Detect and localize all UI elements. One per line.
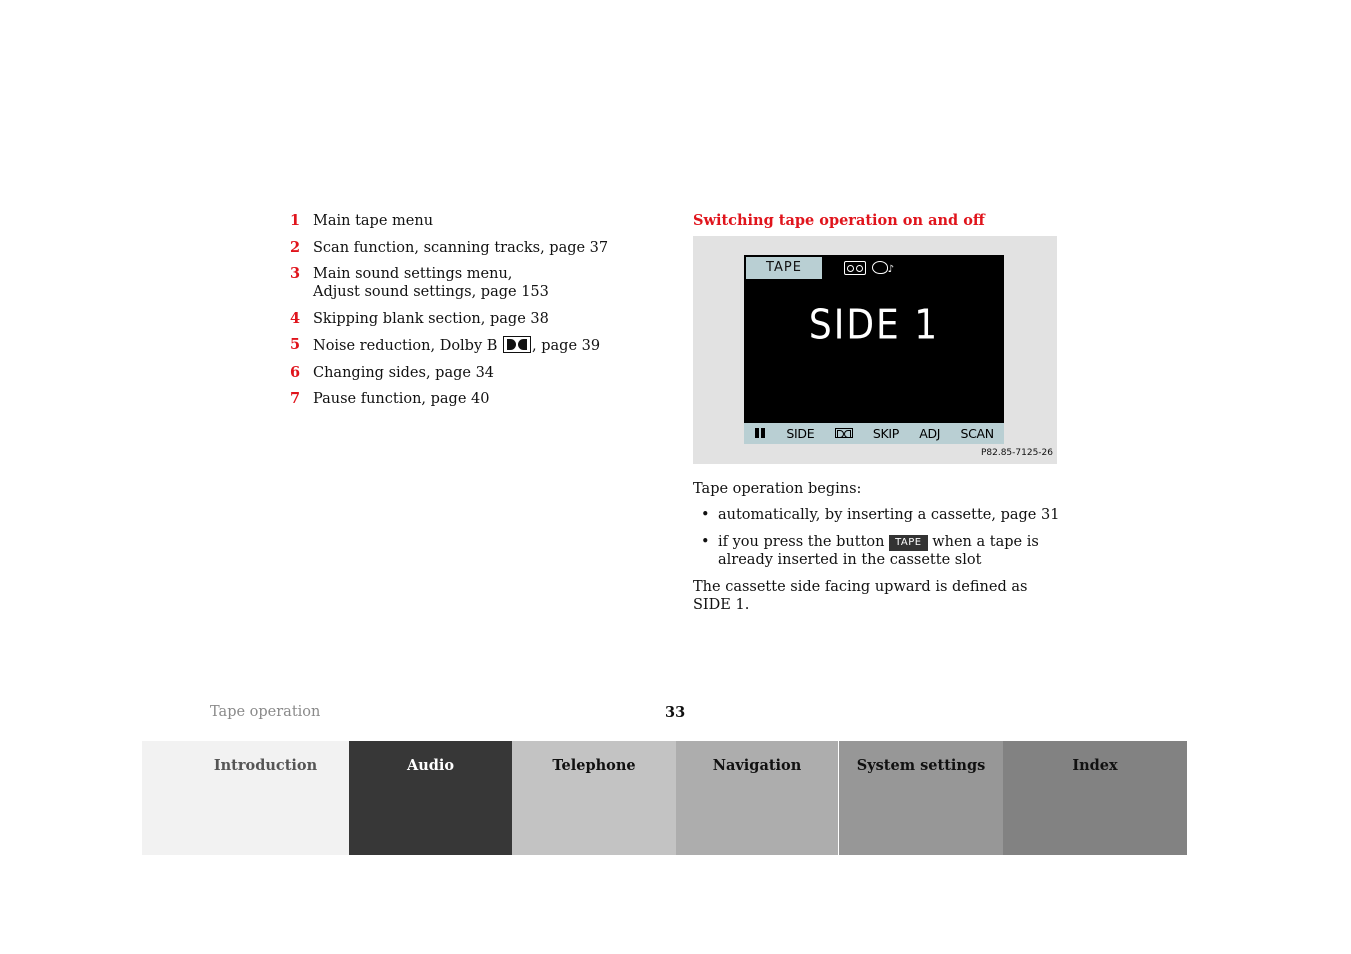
softkey-adj: ADJ	[919, 425, 941, 441]
dolby-icon	[835, 428, 853, 438]
tab-telephone[interactable]: Telephone	[512, 741, 676, 855]
bullet-list	[693, 506, 1063, 569]
softkey-side: SIDE	[786, 425, 815, 441]
legend-text: Pause function, page 40	[313, 391, 490, 407]
dolby-icon	[503, 336, 531, 353]
tab-introduction[interactable]: Introduction	[142, 741, 349, 855]
display-figure	[693, 236, 1057, 464]
legend-text-line: Adjust sound settings, page 153	[313, 284, 549, 300]
intro-text: Tape operation begins:	[693, 481, 862, 497]
legend-text: Main tape menu	[313, 213, 434, 229]
softkey-bar	[744, 423, 1004, 444]
legend-item	[290, 364, 650, 382]
display-main-text: SIDE 1	[808, 301, 940, 349]
tape-mode-tab: TAPE	[746, 257, 822, 279]
legend-text-before: Noise reduction, Dolby B	[313, 338, 498, 354]
legend-number: 6	[290, 363, 301, 381]
softkey-pause	[753, 425, 767, 443]
content-column	[693, 212, 1063, 614]
callout-legend	[290, 212, 650, 417]
softkey-dolby	[834, 425, 854, 443]
legend-number: 3	[290, 265, 301, 282]
legend-item	[290, 212, 650, 230]
legend-number: 1	[290, 212, 301, 229]
legend-number: 5	[290, 336, 301, 353]
legend-text	[313, 336, 650, 355]
legend-text	[313, 265, 650, 301]
chapter-tabs	[142, 741, 1187, 855]
status-icons	[844, 258, 894, 278]
tab-system-settings[interactable]: System settings	[839, 741, 1003, 855]
pause-icon	[754, 428, 766, 438]
list-item: • automatically, by inserting a cassette, page 31	[693, 506, 1063, 524]
legend-number: 2	[290, 238, 301, 256]
tab-audio[interactable]: Audio	[349, 741, 512, 855]
tab-navigation[interactable]: Navigation	[676, 741, 839, 855]
legend-item	[290, 265, 650, 301]
legend-text: Scan function, scanning tracks, page 37	[313, 239, 609, 256]
cassette-icon	[844, 261, 866, 275]
softkey-scan: SCAN	[960, 425, 994, 441]
sound-icon: ♪	[872, 259, 894, 277]
closing-text: The cassette side facing upward is defined as SIDE 1.	[693, 579, 1028, 613]
page-number: 33	[665, 704, 686, 721]
list-item	[693, 533, 1063, 569]
legend-item	[290, 336, 650, 355]
bullet-text-before: if you press the button	[718, 534, 885, 550]
legend-item	[290, 310, 650, 328]
section-heading: Switching tape operation on and off	[693, 212, 985, 229]
figure-reference: P82.85-7125-26	[980, 448, 1053, 458]
legend-text-line: Main sound settings menu,	[313, 266, 513, 282]
tab-index[interactable]: Index	[1003, 741, 1187, 855]
softkey-skip: SKIP	[872, 425, 899, 441]
legend-item	[290, 390, 650, 408]
legend-text: Changing sides, page 34	[313, 364, 495, 381]
legend-number: 4	[290, 309, 301, 327]
bullet-text-after: when a tape is already inserted in the cassette slot	[718, 534, 1039, 568]
tape-button-icon: TAPE	[889, 535, 928, 551]
legend-item	[290, 239, 650, 257]
display-status-bar	[744, 255, 1004, 281]
tape-display-screen	[744, 255, 1004, 444]
legend-text-after: , page 39	[532, 338, 601, 354]
legend-text: Skipping blank section, page 38	[313, 310, 549, 327]
running-footer-section: Tape operation	[210, 704, 321, 720]
legend-number: 7	[290, 390, 301, 407]
